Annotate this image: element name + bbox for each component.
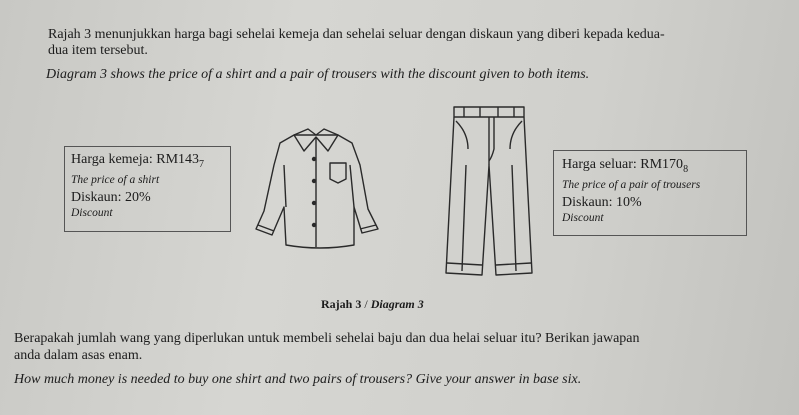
caption-malay: Rajah 3 bbox=[321, 297, 362, 311]
shirt-price-label bbox=[71, 151, 204, 173]
trouser-discount-label: Diskaun: 10% bbox=[562, 194, 642, 210]
question-english: How much money is needed to buy one shirt and two pairs of trousers? Give your answer in base six. bbox=[14, 372, 582, 387]
intro-english: Diagram 3 shows the price of a shirt and a pair of trousers with the discount given to both items. bbox=[46, 67, 590, 82]
trouser-price-text: Harga seluar: RM170 bbox=[562, 157, 684, 172]
diagram-caption bbox=[321, 297, 424, 311]
shirt-discount-label-en: Discount bbox=[71, 206, 113, 219]
trouser-price-label-en: The price of a pair of trousers bbox=[562, 178, 701, 191]
shirt-info-box bbox=[64, 146, 231, 232]
shirt-price-base: 7 bbox=[199, 158, 205, 170]
trouser-price-base: 8 bbox=[683, 163, 689, 175]
intro-malay-line2: dua item tersebut. bbox=[48, 43, 148, 58]
question-malay-line2: anda dalam asas enam. bbox=[14, 348, 143, 363]
intro-malay-line1: Rajah 3 menunjukkan harga bagi sehelai kemeja dan sehelai seluar dengan diskaun yang diberi kepada kedua- bbox=[48, 27, 665, 42]
trouser-discount-label-en: Discount bbox=[562, 211, 604, 224]
caption-english: Diagram 3 bbox=[370, 297, 424, 311]
question-malay-line1: Berapakah jumlah wang yang diperlukan untuk membeli sehelai baju dan dua helai seluar itu? Berikan jawapan bbox=[14, 331, 640, 346]
shirt-price-text: Harga kemeja: RM143 bbox=[71, 152, 200, 167]
caption-separator: / bbox=[361, 297, 371, 311]
trouser-info-box bbox=[553, 150, 747, 236]
shirt-discount-label: Diskaun: 20% bbox=[71, 189, 151, 205]
trouser-price-label bbox=[562, 156, 700, 178]
shirt-price-label-en: The price of a shirt bbox=[71, 173, 160, 186]
trousers-illustration bbox=[444, 105, 534, 277]
shirt-illustration bbox=[250, 125, 380, 250]
